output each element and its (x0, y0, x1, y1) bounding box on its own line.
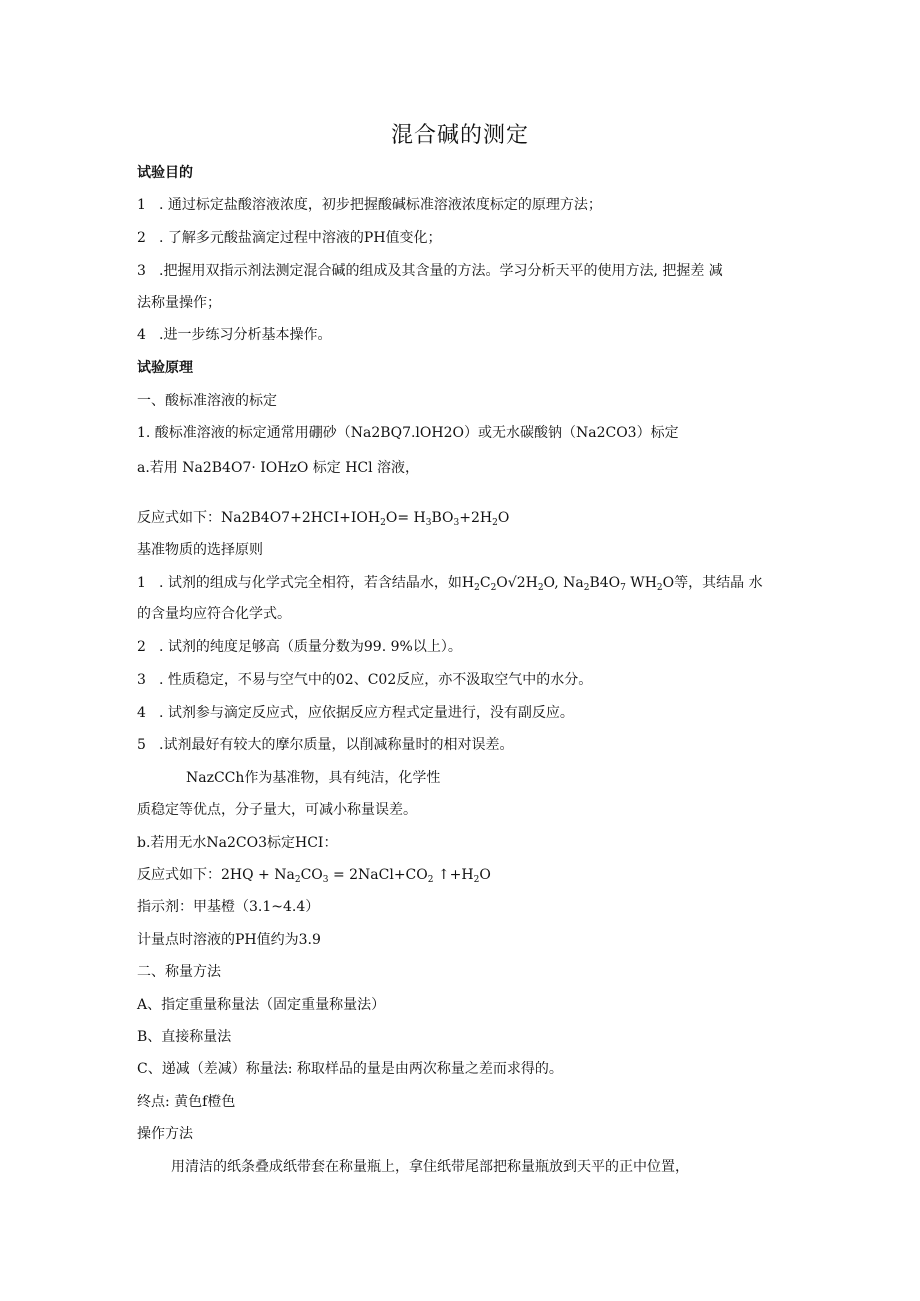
criteria-item-4: 4 . 试剂参与滴定反应式，应依据反应方程式定量进行，没有副反应。 (137, 705, 574, 721)
criteria-item-number: 4 (137, 705, 146, 721)
indicator-line: 指示剂：甲基橙（3.1~4.4） (137, 899, 320, 915)
subsection-weighing-methods: 二、称量方法 (137, 964, 221, 980)
criteria-item-1: 1 . 试剂的组成与化学式完全相符，若含结晶水，如$H_2C_2O√2H_2O$, $Na_2B4O_7$ $WH_2O$等，其结晶 水 (137, 575, 763, 593)
purpose-item-1 (137, 196, 602, 214)
criteria-item-1-continued: 的含量均应符合化学式。 (137, 606, 291, 622)
reaction-equation-b: 反应式如下：$2HQ + Na_2CO_3$ = $2NaCl+CO_2$ $↑+H_2O$ (137, 867, 491, 885)
purpose-item-text: .进一步练习分析基本操作。 (159, 327, 332, 343)
criteria-item-2: 2 . 试剂的纯度足够高（质量分数为99. 9%以上）。 (137, 639, 462, 655)
purpose-item-number: 4 (137, 327, 146, 343)
purpose-item-number: 2 (137, 230, 146, 246)
purpose-item-3-continued (137, 294, 221, 312)
nazcch-paragraph-line-2: 质稳定等优点，分子量大，可减小称量误差。 (137, 802, 417, 818)
subsection-acid-standard: 一、酸标准溶液的标定 (137, 393, 277, 409)
nazcch-paragraph-line-1: NazCCh作为基准物，具有纯洁，化学性 (186, 770, 441, 786)
weighing-method-b: B、直接称量法 (137, 1029, 232, 1045)
borax-line-a: a.若用 Na2B4O7· IOHzO 标定 HCl 溶液， (137, 460, 420, 476)
purpose-item-text: . 了解多元酸盐滴定过程中溶液的PH值变化； (159, 230, 442, 246)
sodium-carbonate-line-b: b.若用无水Na2CO3标定HCI： (137, 835, 338, 851)
criteria-item-number: 1 (137, 575, 146, 591)
operation-paragraph: 用清洁的纸条叠成纸带套在称量瓶上，拿住纸带尾部把称量瓶放到天平的正中位置， (171, 1159, 689, 1175)
document-title: 混合碱的测定 (390, 123, 529, 148)
operation-heading: 操作方法 (137, 1126, 193, 1142)
purpose-item-text: .把握用双指示剂法测定混合碱的组成及其含量的方法。学习分析天平的使用方法, 把握差 减 (159, 263, 723, 279)
purpose-item-text: 法称量操作； (137, 295, 221, 311)
criteria-item-number: 3 (137, 672, 146, 688)
endpoint-line: 终点: 黄色f橙色 (137, 1094, 236, 1110)
criteria-item-number: 2 (137, 639, 146, 655)
ph-value-line: 计量点时溶液的PH值约为3.9 (137, 932, 321, 948)
purpose-item-number: 3 (137, 263, 146, 279)
section-heading-purpose: 试验目的 (137, 165, 193, 181)
acid-standard-line-1: 1. 酸标准溶液的标定通常用硼砂（Na2BQ7.lOH2O）或无水碳酸钠（Na2CO3）标定 (137, 425, 679, 441)
criteria-heading: 基准物质的选择原则 (137, 542, 263, 558)
weighing-method-a: A、指定重量称量法（固定重量称量法） (137, 997, 386, 1013)
purpose-item-2 (137, 229, 442, 247)
purpose-item-3 (137, 262, 723, 280)
purpose-item-text: . 通过标定盐酸溶液浓度，初步把握酸碱标准溶液浓度标定的原理方法； (159, 197, 602, 213)
section-heading-principle: 试验原理 (137, 360, 193, 376)
criteria-item-5: 5 .试剂最好有较大的摩尔质量，以削减称量时的相对误差。 (137, 737, 514, 753)
criteria-item-3: 3 . 性质稳定，不易与空气中的02、C02反应，亦不汲取空气中的水分。 (137, 672, 593, 688)
reaction-equation-a: 反应式如下：$Na2B4O7+2HCI+IOH_2O= H_3BO_3+2H_2O$ (137, 510, 510, 528)
criteria-item-number: 5 (137, 737, 146, 753)
purpose-item-number: 1 (137, 197, 146, 213)
purpose-item-4 (137, 326, 331, 344)
weighing-method-c: C、递减（差减）称量法: 称取样品的量是由两次称量之差而求得的。 (137, 1061, 563, 1077)
